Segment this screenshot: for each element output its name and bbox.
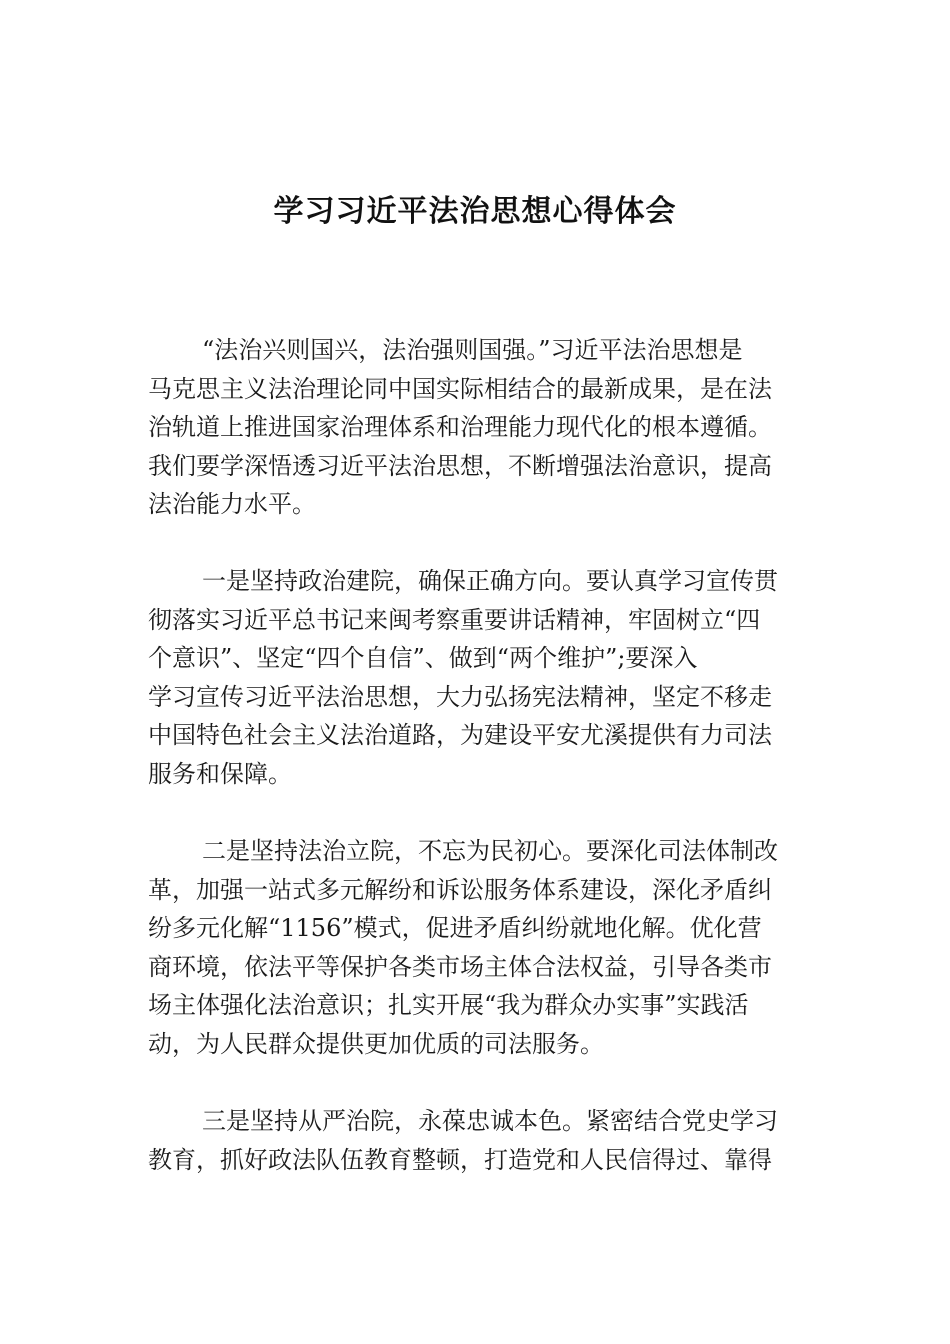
paragraph-line: 我们要学深悟透习近平法治思想，不断增强法治意识，提高	[148, 451, 772, 480]
paragraph-line: “法治兴则国兴，法治强则国强。”习近平法治思想是	[202, 336, 743, 364]
paragraph-line: 彻落实习近平总书记来闽考察重要讲话精神，牢固树立“四	[148, 605, 761, 634]
paragraph-line: 个意识”、坚定“四个自信”、做到“两个维护”;要深入	[148, 644, 698, 673]
paragraph-line: 二是坚持法治立院，不忘为民初心。要深化司法体制改	[202, 837, 778, 865]
paragraph-line: 教育，抓好政法队伍教育整顿，打造党和人民信得过、靠得	[148, 1145, 772, 1174]
paragraph-line: 法治能力水平。	[148, 490, 316, 519]
paragraph-point-two	[148, 832, 816, 1064]
paragraph-line: 动，为人民群众提供更加优质的司法服务。	[148, 1029, 604, 1058]
paragraph-line: 商环境，依法平等保护各类市场主体合法权益，引导各类市	[148, 952, 772, 981]
paragraph-line: 马克思主义法治理论同中国实际相结合的最新成果，是在法	[148, 374, 772, 403]
paragraph-intro	[148, 331, 816, 524]
paragraph-line: 治轨道上推进国家治理体系和治理能力现代化的根本遵循。	[148, 413, 772, 442]
document-title: 学习习近平法治思想心得体会	[273, 194, 677, 229]
paragraph-point-three	[148, 1102, 816, 1179]
paragraph-line: 一是坚持政治建院，确保正确方向。要认真学习宣传贯	[202, 567, 778, 595]
paragraph-line: 中国特色社会主义法治道路，为建设平安尤溪提供有力司法	[148, 721, 772, 750]
paragraph-line: 革，加强一站式多元解纷和诉讼服务体系建设，深化矛盾纠	[148, 875, 772, 904]
paragraph-line: 纷多元化解“1156”模式，促进矛盾纠纷就地化解。优化营	[148, 914, 762, 943]
paragraph-line: 场主体强化法治意识；扎实开展“我为群众办实事”实践活	[148, 991, 749, 1020]
paragraph-line: 服务和保障。	[148, 759, 292, 788]
paragraph-line: 三是坚持从严治院，永葆忠诚本色。紧密结合党史学习	[202, 1107, 778, 1135]
paragraph-point-one	[148, 562, 816, 794]
paragraph-line: 学习宣传习近平法治思想，大力弘扬宪法精神，坚定不移走	[148, 682, 772, 711]
